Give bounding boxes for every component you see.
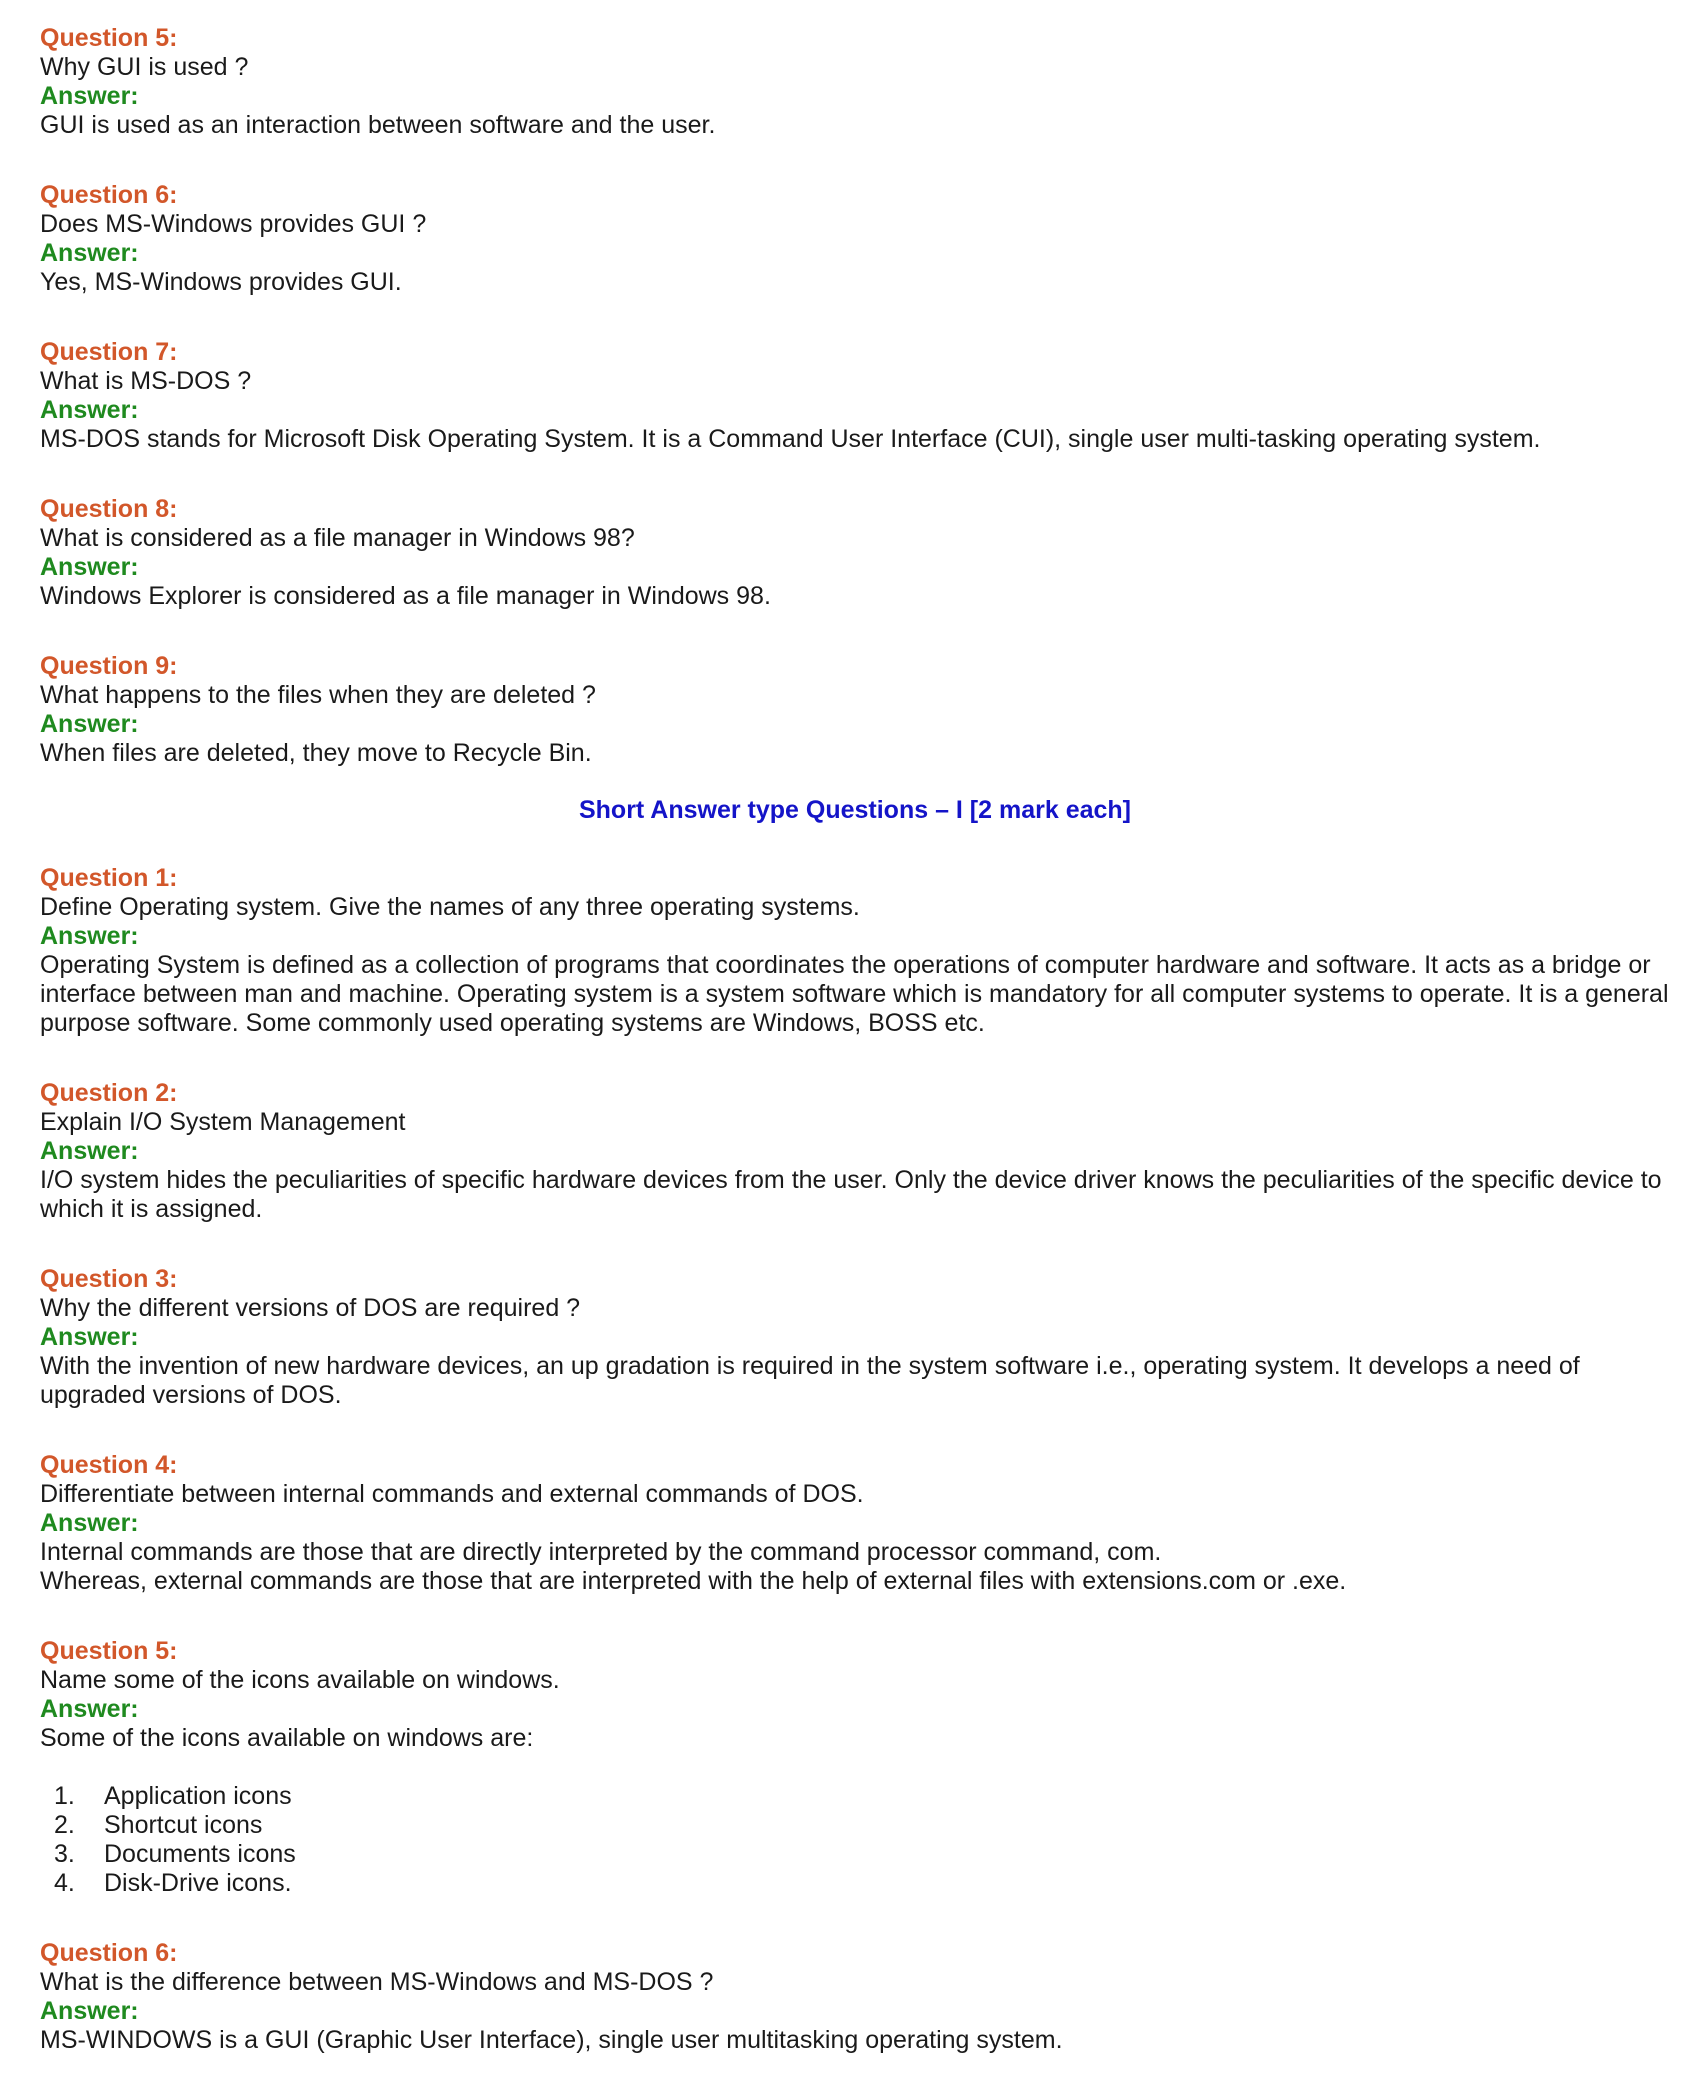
question-text: Does MS-Windows provides GUI ? (40, 210, 427, 238)
question-text: Differentiate between internal commands and external commands of DOS. (40, 1480, 864, 1508)
question-text: What happens to the files when they are deleted ? (40, 681, 596, 709)
qa-block-part1-q7 (40, 338, 1670, 454)
qa-block-part1-q5 (40, 24, 1670, 140)
qa-block-part1-q8 (40, 495, 1670, 611)
answer-label: Answer: (40, 239, 139, 267)
qa-block-part2-q5 (40, 1637, 1670, 1898)
qa-block-part2-q6 (40, 1939, 1670, 2055)
answer-text: I/O system hides the peculiarities of specific hardware devices from the user. Only the device driver knows the peculiarities of the specific device to which it is assigned. (40, 1166, 1662, 1223)
qa-block-part2-q1 (40, 864, 1670, 1038)
answer-label: Answer: (40, 1997, 139, 2025)
question-text: Why GUI is used ? (40, 53, 249, 81)
answer-text: MS-WINDOWS is a GUI (Graphic User Interface), single user multitasking operating system. (40, 2026, 1063, 2054)
answer-text: Operating System is defined as a collection of programs that coordinates the operations of computer hardware and software. It acts as a bridge or interface between man and machine. Operating system is a system software which is mandatory for all computer systems to operate. It is a general purpose software. Some commonly used operating systems are Windows, BOSS etc. (40, 951, 1669, 1037)
answer-text: Internal commands are those that are directly interpreted by the command processor command, com. (40, 1538, 1162, 1566)
answer-label: Answer: (40, 82, 139, 110)
question-text: Why the different versions of DOS are required ? (40, 1294, 581, 1322)
answer-text: Yes, MS-Windows provides GUI. (40, 268, 402, 296)
list-item (40, 1869, 1670, 1898)
question-label: Question 3: (40, 1265, 178, 1293)
list-item-number: 1. (54, 1782, 75, 1810)
question-label: Question 5: (40, 1637, 178, 1665)
answer-label: Answer: (40, 1509, 139, 1537)
question-label: Question 9: (40, 652, 178, 680)
answer-label: Answer: (40, 396, 139, 424)
list-item-text: Shortcut icons (104, 1811, 263, 1839)
answer-text: GUI is used as an interaction between software and the user. (40, 111, 716, 139)
list-item-text: Disk-Drive icons. (104, 1869, 292, 1897)
qa-block-part2-q3 (40, 1265, 1670, 1410)
list-item-number: 4. (54, 1869, 75, 1897)
qa-block-part2-q4 (40, 1451, 1670, 1596)
answer-label: Answer: (40, 710, 139, 738)
question-text: What is considered as a file manager in Windows 98? (40, 524, 635, 552)
answer-label: Answer: (40, 1137, 139, 1165)
answer-label: Answer: (40, 1323, 139, 1351)
list-item-text: Documents icons (104, 1840, 296, 1868)
question-text: Explain I/O System Management (40, 1108, 406, 1136)
section-heading: Short Answer type Questions – I [2 mark each] (578, 796, 1131, 824)
answer-label: Answer: (40, 553, 139, 581)
document-page (40, 24, 1670, 2055)
question-label: Question 4: (40, 1451, 178, 1479)
question-text: What is MS-DOS ? (40, 367, 252, 395)
list-item (40, 1811, 1670, 1840)
qa-block-part1-q6 (40, 181, 1670, 297)
question-label: Question 6: (40, 181, 178, 209)
list-item-number: 3. (54, 1840, 75, 1868)
answer-text: Some of the icons available on windows are: (40, 1724, 534, 1752)
question-label: Question 1: (40, 864, 178, 892)
answer-label: Answer: (40, 922, 139, 950)
list-item (40, 1840, 1670, 1869)
icons-list (40, 1782, 1670, 1898)
question-label: Question 8: (40, 495, 178, 523)
question-label: Question 5: (40, 24, 178, 52)
question-text: What is the difference between MS-Windows and MS-DOS ? (40, 1968, 714, 1996)
qa-block-part1-q9 (40, 652, 1670, 768)
list-item-number: 2. (54, 1811, 75, 1839)
question-text: Name some of the icons available on windows. (40, 1666, 560, 1694)
answer-text: Windows Explorer is considered as a file manager in Windows 98. (40, 582, 771, 610)
question-label: Question 6: (40, 1939, 178, 1967)
answer-text: Whereas, external commands are those that are interpreted with the help of external files with extensions.com or .exe. (40, 1567, 1347, 1595)
answer-label: Answer: (40, 1695, 139, 1723)
question-label: Question 7: (40, 338, 178, 366)
question-text: Define Operating system. Give the names of any three operating systems. (40, 893, 860, 921)
answer-text: MS-DOS stands for Microsoft Disk Operating System. It is a Command User Interface (CUI), single user multi-tasking operating system. (40, 425, 1541, 453)
answer-text: When files are deleted, they move to Recycle Bin. (40, 739, 592, 767)
list-item (40, 1782, 1670, 1811)
qa-block-part2-q2 (40, 1079, 1670, 1224)
list-item-text: Application icons (104, 1782, 292, 1810)
answer-text: With the invention of new hardware devices, an up gradation is required in the system software i.e., operating system. It develops a need of upgraded versions of DOS. (40, 1352, 1580, 1409)
question-label: Question 2: (40, 1079, 178, 1107)
